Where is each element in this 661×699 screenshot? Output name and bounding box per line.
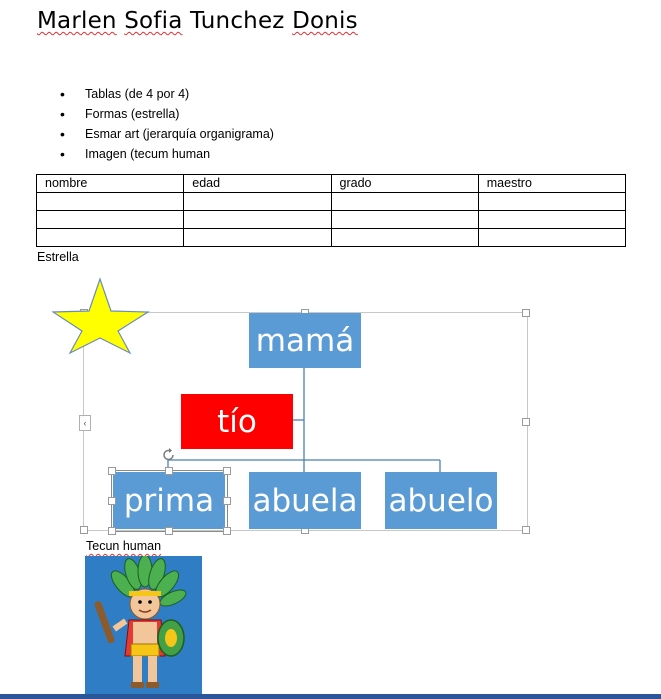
table-cell[interactable] xyxy=(184,229,331,247)
table-cell[interactable] xyxy=(37,193,184,211)
resize-handle[interactable] xyxy=(80,526,88,534)
image-label-text: Tecun human xyxy=(86,539,162,553)
image-label xyxy=(86,539,161,553)
table-cell[interactable]: nombre xyxy=(37,175,184,193)
estrella-label: Estrella xyxy=(37,250,79,264)
bullet-item[interactable]: • Esmar art (jerarquía organigrama) xyxy=(60,124,274,144)
table-cell[interactable]: maestro xyxy=(478,175,625,193)
resize-handle[interactable] xyxy=(165,467,173,475)
rotate-handle-icon[interactable] xyxy=(161,447,177,463)
table-cell[interactable] xyxy=(331,193,478,211)
tecun-uman-image[interactable] xyxy=(85,556,202,697)
table-header-row xyxy=(37,175,626,193)
title-word: Sofia xyxy=(124,8,183,34)
star-shape[interactable] xyxy=(52,277,152,357)
org-node-abuelo[interactable]: abuelo xyxy=(385,472,497,529)
data-table[interactable] xyxy=(36,174,626,247)
table-cell[interactable] xyxy=(184,193,331,211)
table-cell[interactable] xyxy=(331,211,478,229)
resize-handle[interactable] xyxy=(522,309,530,317)
resize-handle[interactable] xyxy=(522,526,530,534)
table-cell[interactable] xyxy=(37,211,184,229)
text-pane-expand-icon[interactable]: ‹ xyxy=(79,415,91,431)
table-cell[interactable]: grado xyxy=(331,175,478,193)
resize-handle[interactable] xyxy=(108,497,116,505)
table-cell[interactable] xyxy=(184,211,331,229)
resize-handle[interactable] xyxy=(108,467,116,475)
table-cell[interactable] xyxy=(37,229,184,247)
table-cell[interactable] xyxy=(478,193,625,211)
table-row xyxy=(37,211,626,229)
table-row xyxy=(37,193,626,211)
table-cell[interactable]: edad xyxy=(184,175,331,193)
document-title xyxy=(37,8,358,34)
resize-handle[interactable] xyxy=(223,497,231,505)
resize-handle[interactable] xyxy=(165,527,173,535)
title-word: Marlen xyxy=(37,8,117,34)
org-node-mama[interactable]: mamá xyxy=(249,313,361,368)
org-node-abuela[interactable]: abuela xyxy=(249,472,361,529)
resize-handle[interactable] xyxy=(108,527,116,535)
table-cell[interactable] xyxy=(478,211,625,229)
status-bar-edge xyxy=(0,694,661,699)
table-cell[interactable] xyxy=(331,229,478,247)
resize-handle[interactable] xyxy=(223,527,231,535)
bullet-item[interactable]: • Formas (estrella) xyxy=(60,104,274,124)
bullet-item[interactable]: • Tablas (de 4 por 4) xyxy=(60,84,274,104)
table-row xyxy=(37,229,626,247)
org-node-prima[interactable]: prima xyxy=(113,472,225,529)
resize-handle[interactable] xyxy=(223,467,231,475)
shape-selection-box[interactable] xyxy=(111,470,228,532)
bullet-item[interactable]: • Imagen (tecum human xyxy=(60,144,274,164)
title-word: Tunchez xyxy=(190,8,285,34)
bullet-list xyxy=(60,84,274,164)
resize-handle[interactable] xyxy=(522,418,530,426)
title-word: Donis xyxy=(292,8,358,34)
table-cell[interactable] xyxy=(478,229,625,247)
org-node-tio[interactable]: tío xyxy=(181,394,293,449)
